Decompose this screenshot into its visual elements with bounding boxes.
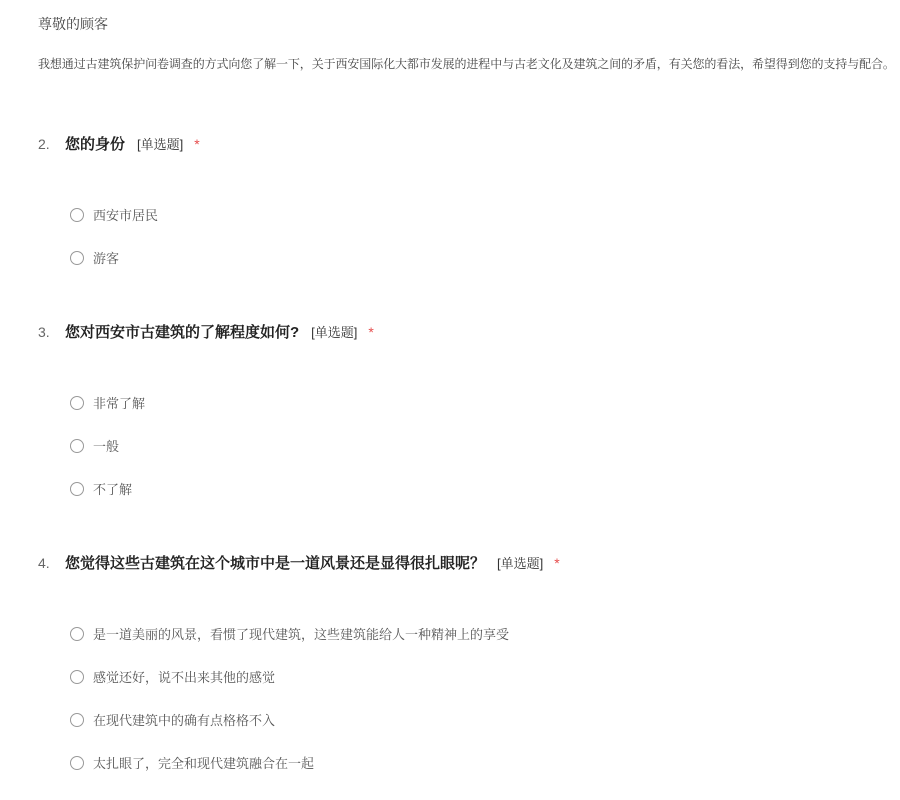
question-title: 您觉得这些古建筑在这个城市中是一道风景还是显得很扎眼呢？ [65, 555, 486, 572]
required-asterisk: * [194, 136, 200, 152]
radio-button-icon[interactable] [70, 208, 84, 222]
question-type-label: [单选题] [497, 556, 544, 571]
option-label[interactable]: 是一道美丽的风景，看惯了现代建筑，这些建筑能给人一种精神上的享受 [93, 627, 510, 642]
option-row[interactable] [70, 655, 900, 698]
option-row[interactable] [70, 698, 900, 741]
question-header [38, 321, 900, 343]
option-row[interactable] [70, 741, 900, 784]
option-label[interactable]: 一般 [93, 439, 120, 454]
page-title: 尊敬的顾客 [38, 16, 108, 32]
question-title: 您对西安市古建筑的了解程度如何? [65, 324, 300, 341]
question-block-2 [38, 133, 900, 279]
option-label[interactable]: 非常了解 [93, 396, 146, 411]
options-list [70, 612, 900, 784]
option-row[interactable] [70, 236, 900, 279]
question-number: 4. [38, 555, 50, 571]
radio-button-icon[interactable] [70, 713, 84, 727]
radio-button-icon[interactable] [70, 439, 84, 453]
option-label[interactable]: 游客 [93, 251, 120, 266]
option-label[interactable]: 不了解 [93, 482, 133, 497]
radio-button-icon[interactable] [70, 251, 84, 265]
options-list [70, 381, 900, 510]
radio-button-icon[interactable] [70, 670, 84, 684]
option-label[interactable]: 西安市居民 [93, 208, 159, 223]
question-type-label: [单选题] [311, 325, 358, 340]
question-header [38, 133, 900, 155]
radio-button-icon[interactable] [70, 482, 84, 496]
option-label[interactable]: 在现代建筑中的确有点格格不入 [93, 713, 276, 728]
radio-button-icon[interactable] [70, 396, 84, 410]
required-asterisk: * [554, 555, 560, 571]
option-label[interactable]: 太扎眼了，完全和现代建筑融合在一起 [93, 756, 315, 771]
question-number: 2. [38, 136, 50, 152]
required-asterisk: * [368, 324, 374, 340]
intro-text: 我想通过古建筑保护问卷调查的方式向您了解一下，关于西安国际化大都市发展的进程中与古老文化及建筑之间的矛盾，有关您的看法，希望得到您的支持与配合。 [38, 57, 895, 71]
option-row[interactable] [70, 467, 900, 510]
question-block-3 [38, 321, 900, 510]
question-header [38, 552, 900, 574]
option-row[interactable] [70, 612, 900, 655]
radio-button-icon[interactable] [70, 756, 84, 770]
question-block-4 [38, 552, 900, 784]
question-type-label: [单选题] [137, 137, 184, 152]
radio-button-icon[interactable] [70, 627, 84, 641]
question-number: 3. [38, 324, 50, 340]
options-list [70, 193, 900, 279]
question-title: 您的身份 [65, 136, 126, 153]
option-row[interactable] [70, 424, 900, 467]
option-row[interactable] [70, 381, 900, 424]
option-row[interactable] [70, 193, 900, 236]
option-label[interactable]: 感觉还好，说不出来其他的感觉 [93, 670, 276, 685]
